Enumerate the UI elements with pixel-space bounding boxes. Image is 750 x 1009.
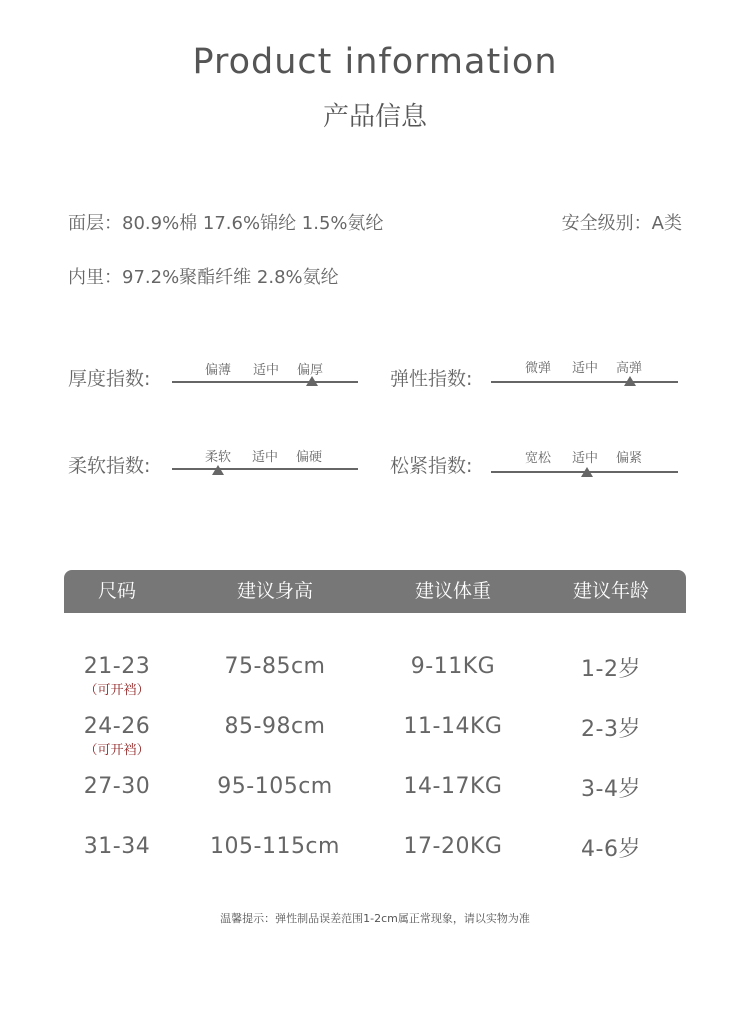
cell-age: 3-4岁	[581, 777, 641, 802]
cell-weight: 17-20KG	[403, 834, 503, 859]
cell-age: 1-2岁	[581, 657, 641, 682]
cell-age: 4-6岁	[581, 837, 641, 862]
meter-option: 宽松	[525, 451, 552, 466]
table-row	[0, 830, 750, 890]
cell-height: 95-105cm	[217, 774, 333, 799]
safety-level-spec: 安全级别：A类	[561, 213, 682, 234]
table-row	[0, 710, 750, 770]
cell-age: 2-3岁	[581, 717, 641, 742]
cell-size: 24-26	[83, 714, 151, 739]
cell-height: 75-85cm	[224, 654, 326, 679]
header-weight: 建议体重	[414, 580, 491, 602]
meter-line	[491, 381, 678, 383]
meter-line	[172, 381, 358, 383]
meter-option: 偏厚	[297, 363, 324, 378]
meter-option: 柔软	[205, 450, 232, 465]
meter-line	[172, 468, 358, 470]
tightness-meter	[390, 439, 690, 479]
title-chinese: 产品信息	[322, 102, 427, 132]
meter-marker-icon	[581, 467, 593, 477]
cell-weight: 14-17KG	[403, 774, 503, 799]
meter-option: 高弹	[616, 361, 643, 376]
meter-label: 松紧指数:	[390, 455, 473, 477]
cell-height: 85-98cm	[224, 714, 326, 739]
outer-fabric-spec: 面层：80.9%棉 17.6%锦纶 1.5%氨纶	[68, 213, 384, 234]
table-row	[0, 770, 750, 830]
meter-marker-icon	[306, 376, 318, 386]
cell-weight: 11-14KG	[403, 714, 503, 739]
meter-option: 适中	[572, 361, 599, 376]
elasticity-meter	[390, 352, 690, 392]
title-english: Product information	[192, 42, 558, 82]
meter-option: 偏紧	[616, 451, 643, 466]
meter-option: 适中	[253, 363, 280, 378]
meter-option: 适中	[252, 450, 279, 465]
meter-marker-icon	[624, 376, 636, 386]
cell-size-note: （可开裆）	[84, 743, 150, 758]
meter-label: 柔软指数:	[68, 455, 151, 477]
footnote: 温馨提示：弹性制品误差范围1-2cm属正常现象，请以实物为准	[220, 912, 530, 925]
meter-option: 适中	[572, 451, 599, 466]
header-size: 尺码	[97, 580, 136, 602]
header-age: 建议年龄	[572, 580, 649, 602]
cell-size-note: （可开裆）	[84, 683, 150, 698]
meter-marker-icon	[212, 465, 224, 475]
header-height: 建议身高	[236, 580, 313, 602]
meter-label: 厚度指数:	[68, 368, 151, 390]
lining-spec: 内里：97.2%聚酯纤维 2.8%氨纶	[68, 267, 339, 288]
softness-meter	[68, 439, 368, 479]
meter-option: 偏硬	[296, 450, 323, 465]
meter-option: 偏薄	[205, 363, 232, 378]
size-table-header	[64, 570, 686, 613]
thickness-meter	[68, 352, 368, 392]
cell-height: 105-115cm	[210, 834, 340, 859]
meter-label: 弹性指数:	[390, 368, 473, 390]
meter-option: 微弹	[525, 361, 552, 376]
cell-size: 21-23	[83, 654, 151, 679]
cell-weight: 9-11KG	[410, 654, 496, 679]
cell-size: 31-34	[83, 834, 151, 859]
table-row	[0, 650, 750, 710]
cell-size: 27-30	[83, 774, 151, 799]
